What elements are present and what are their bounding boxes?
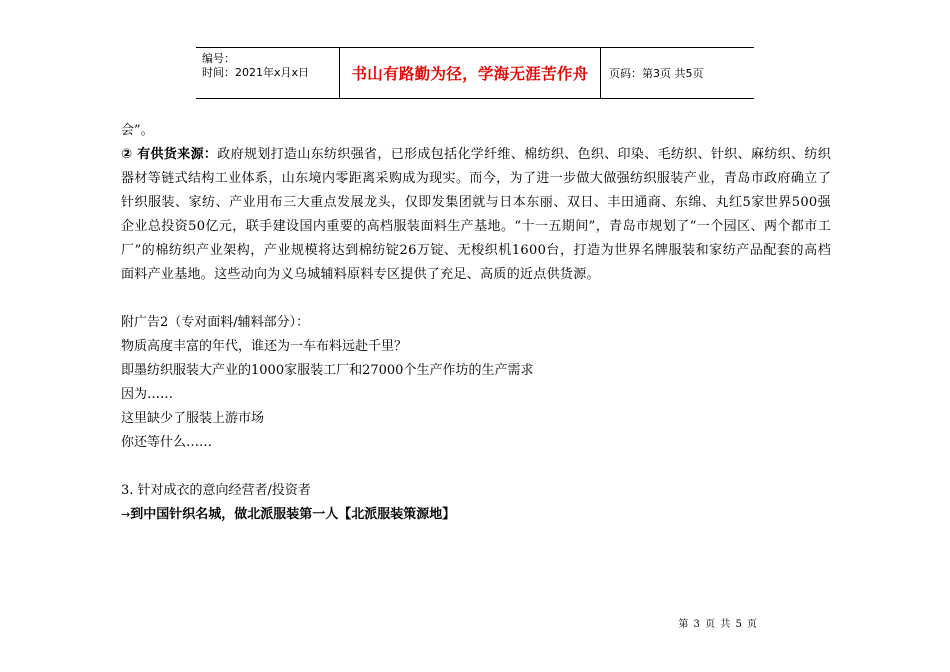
supply-paragraph [121, 143, 831, 287]
ad-line: 物质高度丰富的年代，谁还为一车布料远赴千里？ [121, 339, 408, 354]
section3-title: 3. 针对成衣的意向经营者/投资者 [121, 483, 311, 498]
ad-line: 这里缺少了服装上游市场 [121, 411, 265, 426]
header-motto: 书山有路勤为径，学海无涯苦作舟 [339, 48, 601, 98]
header-code-label: 编号： [202, 52, 235, 65]
section3-slogan: 到中国针织名城，做北派服装第一人【北派服装策源地】 [130, 507, 456, 522]
header-table [196, 47, 754, 99]
ad-line: 即墨纺织服装大产业的1000家服装工厂和27000个生产作坊的生产需求 [121, 363, 534, 378]
header-time-label: 时间：2021年x月x日 [202, 66, 310, 79]
page-footer: 第 3 页 共 5 页 [678, 619, 758, 630]
ad-title: 附广告2（专对面料/辅料部分）： [121, 315, 310, 330]
document-body [121, 119, 831, 527]
header-page-info: 页码：第3页 共5页 [609, 67, 704, 80]
supply-text: 政府规划打造山东纺织强省，已形成包括化学纤维、棉纺织、色织、印染、毛纺织、针织、麻纺织、纺织器材等链式结构工业体系，山东境内零距离采购成为现实。而今，为了进一步做大做强纺织服装产业，青岛市政府确立了针织服装、家纺、产业用布三大重点发展龙头，仅即发集团就与日本东丽、双日、丰田通商、东绵、丸红5家世界500强企业总投资50亿元，联手建设国内重要的高档服装面料生产基地。“十一五期间”，青岛市规划了“一个园区、两个都市工厂”的棉纺织产业架构，产业规模将达到棉纺锭26万锭、无梭织机1600台，打造为世界名牌服装和家纺产品配套的高档面料产业基地。这些动向为义乌城辅料原料专区提供了充足、高质的近点供货源。 [121, 147, 831, 282]
ad-line: 因为…… [121, 387, 174, 402]
spacer [121, 287, 831, 311]
section3-slogan-line [121, 503, 831, 527]
header-meta-cell [196, 48, 339, 98]
arrow-icon: → [121, 508, 131, 521]
ad-line: 你还等什么…… [121, 435, 213, 450]
continuation-text: 会”。 [121, 123, 154, 138]
supply-label: ② 有供货来源： [121, 147, 218, 162]
spacer [121, 455, 831, 479]
